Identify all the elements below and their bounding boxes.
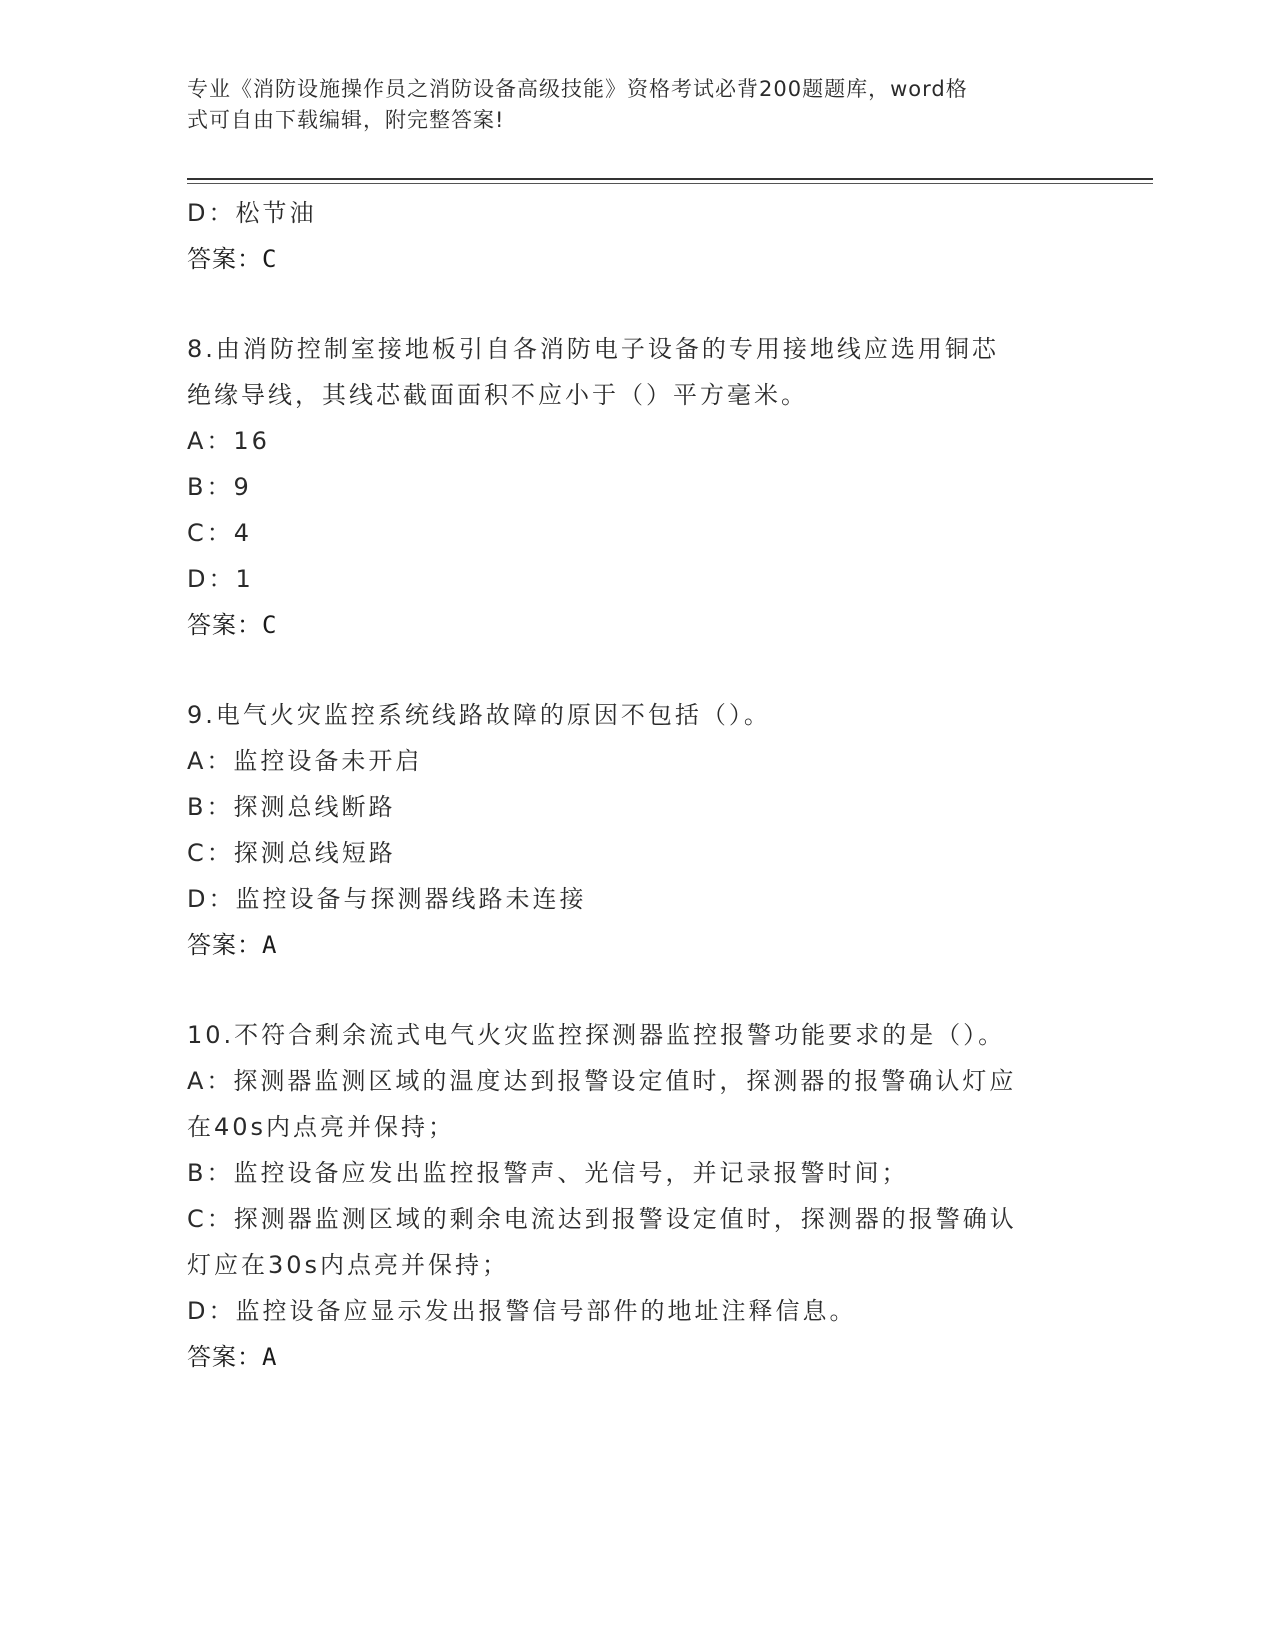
option-b: B：9 bbox=[187, 473, 252, 501]
document-header bbox=[187, 74, 1067, 136]
option-d: D：松节油 bbox=[187, 199, 317, 227]
header-divider-thin bbox=[187, 183, 1153, 184]
question-9 bbox=[187, 692, 1087, 968]
option-d: D：1 bbox=[187, 565, 254, 593]
answer-line: 答案：C bbox=[187, 611, 278, 639]
option-c: C：探测总线短路 bbox=[187, 839, 396, 867]
option-c: C：4 bbox=[187, 519, 253, 547]
option-d: D：监控设备与探测器线路未连接 bbox=[187, 885, 587, 913]
answer-line: 答案：A bbox=[187, 931, 278, 959]
question-stem-line-1: 10.不符合剩余流式电气火灾监控探测器监控报警功能要求的是（）。 bbox=[187, 1021, 1006, 1049]
header-line-2: 式可自由下载编辑，附完整答案! bbox=[187, 108, 505, 132]
question-stem-line-1: 9.电气火灾监控系统线路故障的原因不包括（）。 bbox=[187, 701, 771, 729]
option-a: A：监控设备未开启 bbox=[187, 747, 423, 775]
option-c-line-1: C：探测器监测区域的剩余电流达到报警设定值时，探测器的报警确认 bbox=[187, 1205, 1017, 1233]
option-a: A：16 bbox=[187, 427, 270, 455]
spacer bbox=[187, 968, 1087, 1012]
option-b: B：监控设备应发出监控报警声、光信号，并记录报警时间； bbox=[187, 1159, 909, 1187]
question-list bbox=[187, 190, 1087, 1380]
option-a-line-2: 在40s内点亮并保持； bbox=[187, 1113, 456, 1141]
answer-line: 答案：C bbox=[187, 245, 278, 273]
question-stem-line-2: 绝缘导线，其线芯截面面积不应小于（）平方毫米。 bbox=[187, 381, 808, 409]
question-10 bbox=[187, 1012, 1087, 1380]
option-d: D：监控设备应显示发出报警信号部件的地址注释信息。 bbox=[187, 1297, 857, 1325]
header-divider-thick bbox=[187, 178, 1153, 180]
question-7-tail bbox=[187, 190, 1087, 282]
option-c-line-2: 灯应在30s内点亮并保持； bbox=[187, 1251, 510, 1279]
spacer bbox=[187, 648, 1087, 692]
option-b: B：探测总线断路 bbox=[187, 793, 396, 821]
question-stem-line-1: 8.由消防控制室接地板引自各消防电子设备的专用接地线应选用铜芯 bbox=[187, 335, 999, 363]
answer-line: 答案：A bbox=[187, 1343, 278, 1371]
option-a-line-1: A：探测器监测区域的温度达到报警设定值时，探测器的报警确认灯应 bbox=[187, 1067, 1017, 1095]
spacer bbox=[187, 282, 1087, 326]
question-8 bbox=[187, 326, 1087, 648]
header-line-1: 专业《消防设施操作员之消防设备高级技能》资格考试必背200题题库，word格 bbox=[187, 77, 968, 101]
